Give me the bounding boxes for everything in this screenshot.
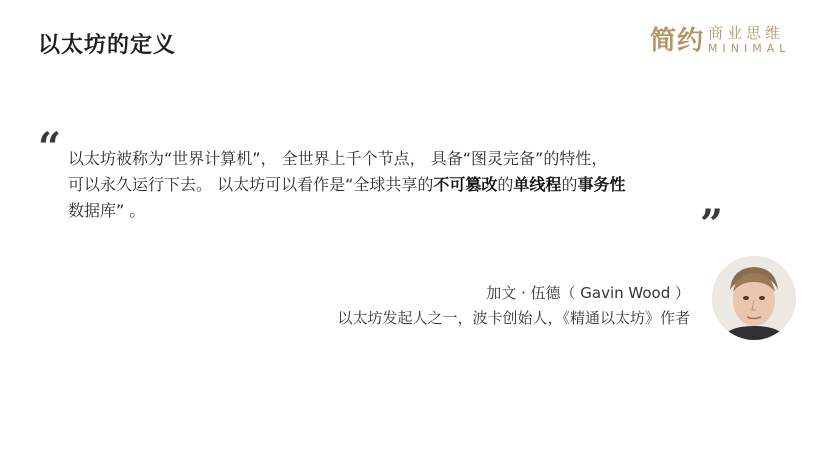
quote-line-2-part-c: 的 [497,175,514,194]
quote-line-1: 以太坊被称为“世界计算机”， 全世界上千个节点， 具备“图灵完备”的特性， [68,149,608,168]
quote-emphasis-transactional: 事务性 [577,175,626,194]
logo-cn-subtitle: 商业思维 [708,24,785,42]
author-portrait-icon [712,256,796,340]
quote-text [68,146,708,224]
author-description: 以太坊发起人之一，波卡创始人，《精通以太坊》作者 [337,309,690,327]
quote-emphasis-immutable: 不可篡改 [433,175,498,194]
open-quote-icon: “ [38,124,62,171]
quote-line-2-part-d: 的 [561,175,578,194]
quote-emphasis-single-thread: 单线程 [513,175,562,194]
quote-line-2 [68,172,708,198]
brand-logo [650,18,800,62]
logo-en-wordmark: MINIMAL [708,42,791,55]
author-avatar [712,256,796,340]
logo-cn-mark: 简约 [650,26,705,56]
quote-line-3: 数据库” 。 [68,201,146,220]
quote-line-2-part-a: 可以永久运行下去。 以太坊可以看作是“全球共享的 [68,175,434,194]
page-title: 以太坊的定义 [38,33,177,58]
close-quote-icon: ” [700,201,724,248]
author-name: 加文 · 伍德（ Gavin Wood ） [486,284,690,302]
